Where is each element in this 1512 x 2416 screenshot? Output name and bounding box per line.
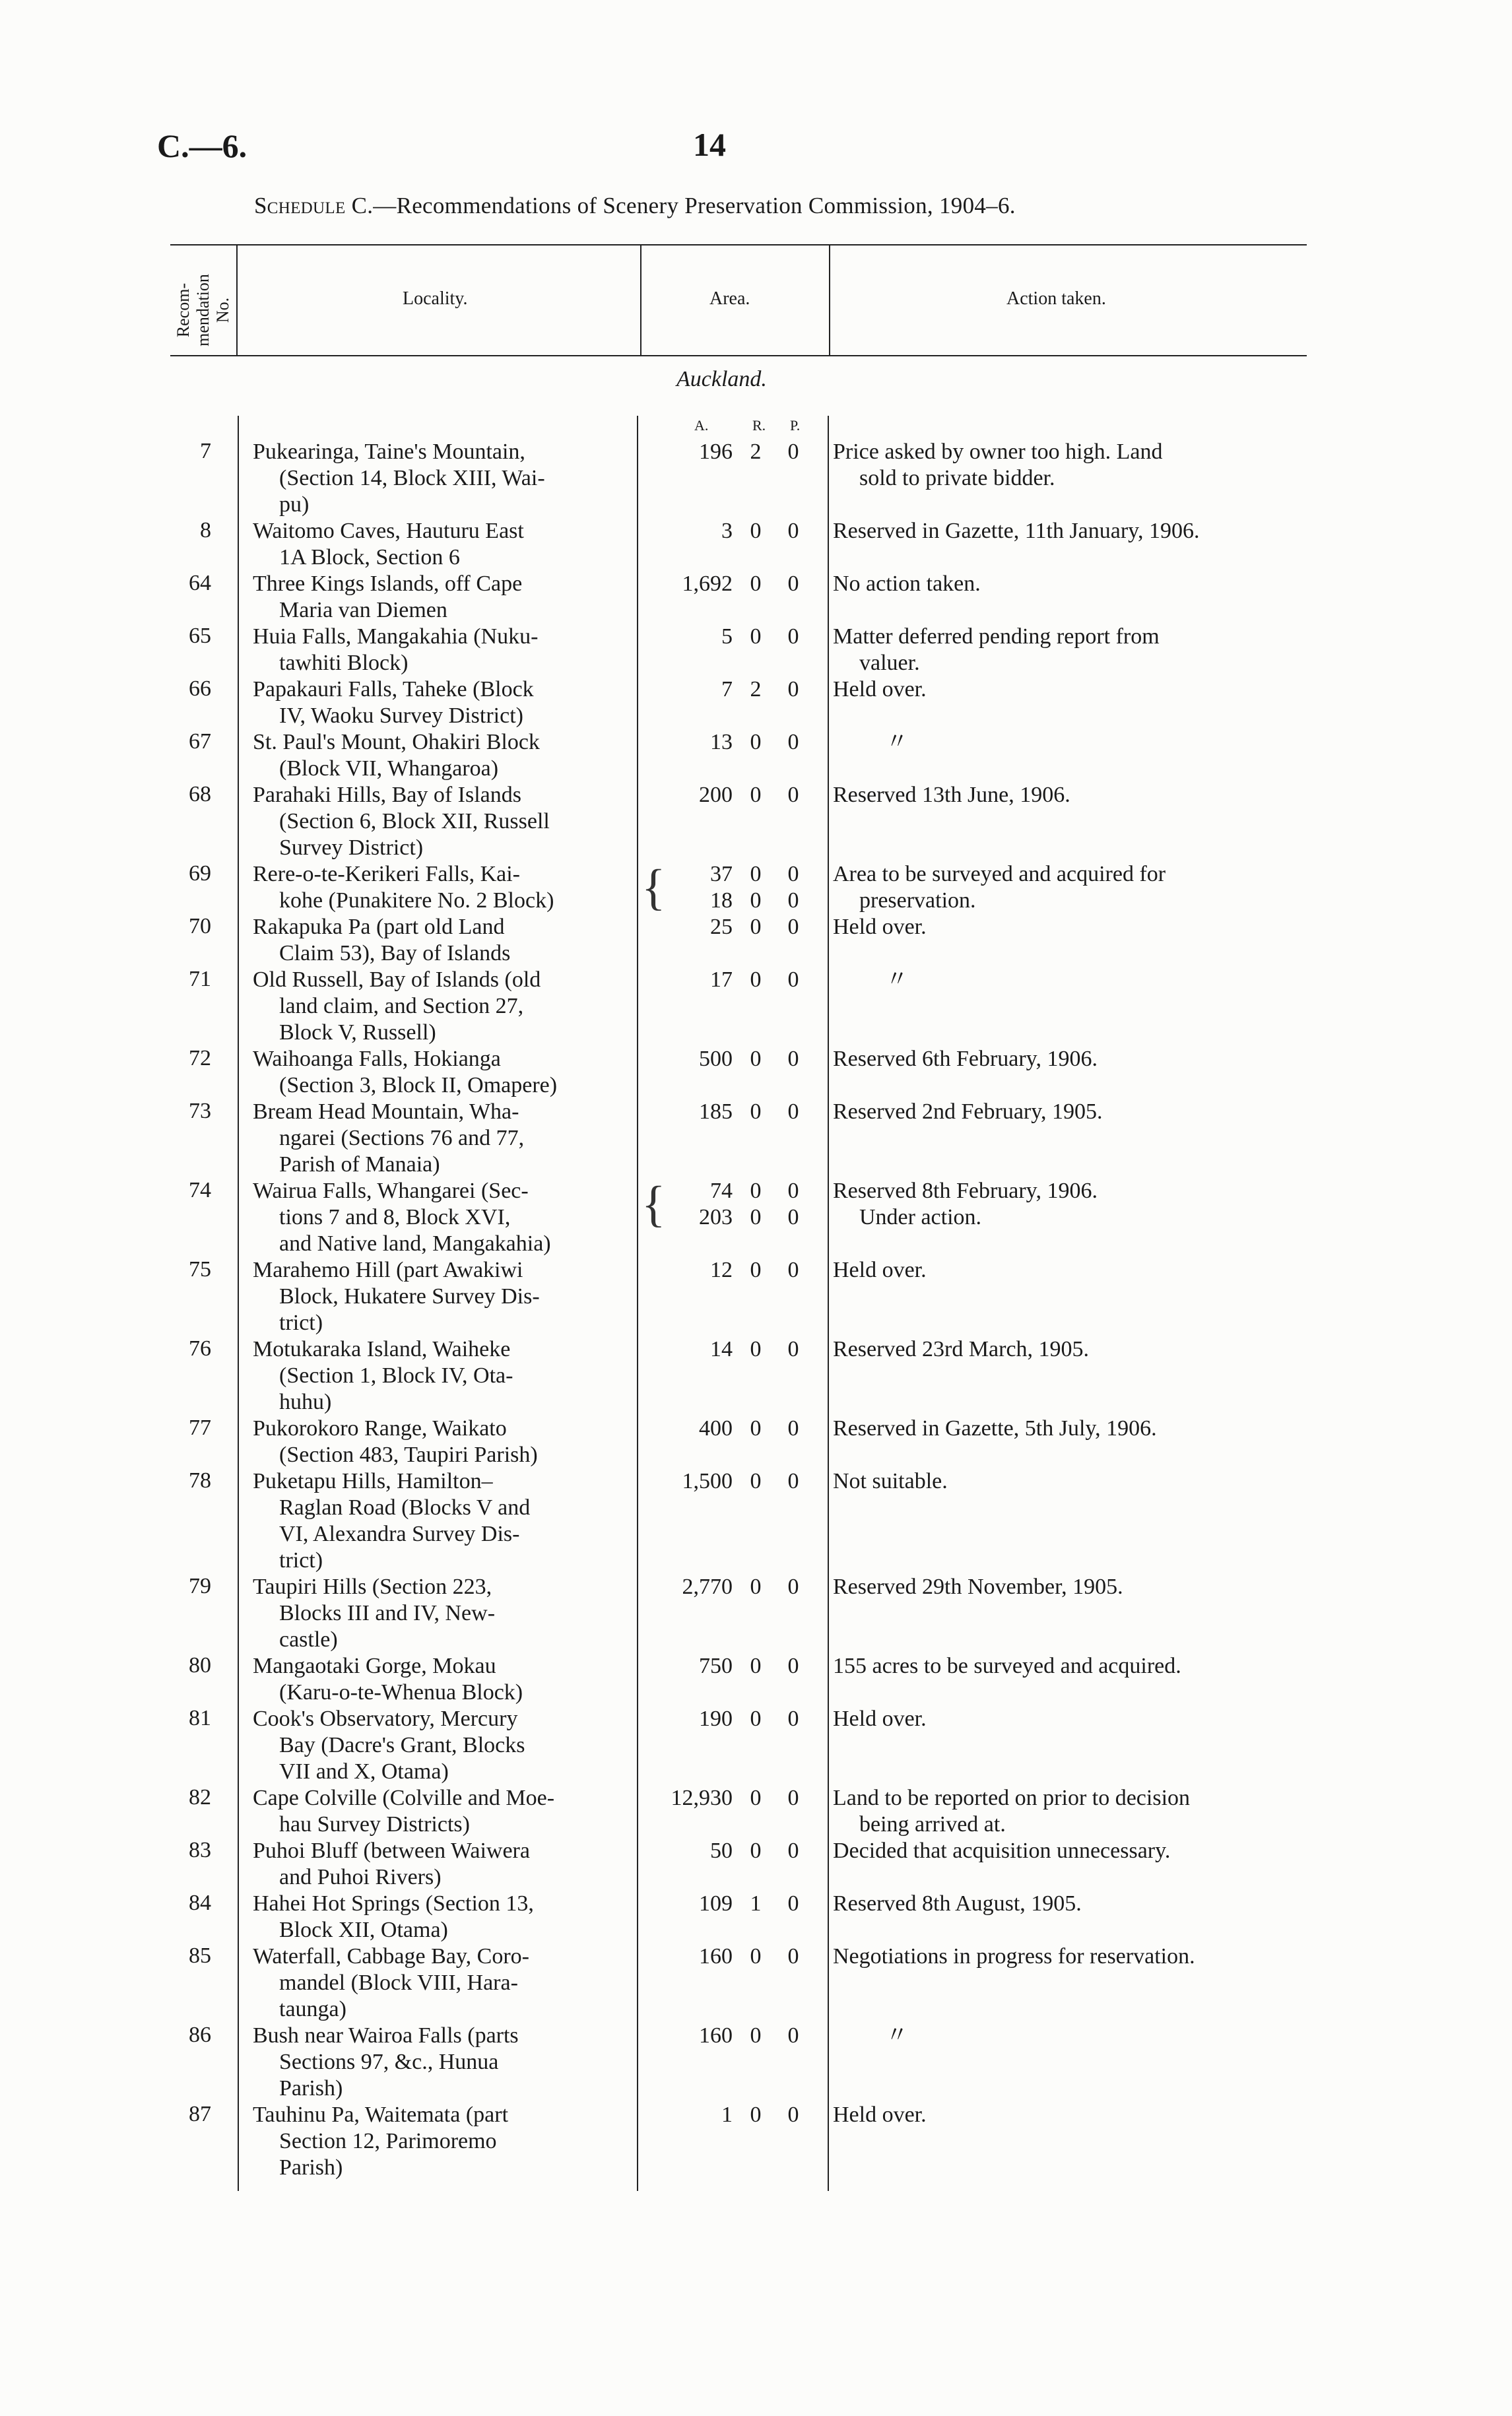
recommendation-number: 86 (189, 2023, 211, 2047)
locality-line: Papakauri Falls, Taheke (Block (253, 677, 534, 702)
area-acres: 50 (710, 1839, 733, 1863)
area-roods: 2 (750, 440, 762, 464)
locality-line: hau Survey Districts) (279, 1812, 470, 1837)
locality-line: kohe (Punakitere No. 2 Block) (279, 888, 554, 913)
area-acres: 2,770 (682, 1575, 733, 1599)
area-perches: 0 (787, 1337, 799, 1361)
locality-cell (253, 624, 629, 676)
locality-line: Waterfall, Cabbage Bay, Coro- (253, 1944, 529, 1969)
area-roods: 0 (750, 730, 762, 754)
action-cell (833, 1257, 1321, 1284)
locality-line: Cook's Observatory, Mercury (253, 1707, 518, 1731)
action-line: being arrived at. (859, 1812, 1006, 1837)
locality-line: (Block VII, Whangaroa) (279, 756, 499, 781)
action-line: Reserved in Gazette, 11th January, 1906. (833, 519, 1200, 543)
locality-line: Claim 53), Bay of Islands (279, 941, 511, 965)
locality-cell (253, 967, 629, 1046)
recommendation-number: 77 (189, 1416, 211, 1440)
action-line: Reserved 2nd February, 1905. (833, 1099, 1103, 1124)
column-header-number-text: Recom- mendation No. (174, 274, 232, 346)
area-roods: 0 (750, 1575, 762, 1599)
schedule-description: —Recommendations of Scenery Preservation Commission, 1904–6. (373, 193, 1016, 218)
area-roods: 0 (750, 1469, 762, 1493)
area-acres: 18 (710, 888, 733, 913)
area-perches: 0 (787, 440, 799, 464)
area-acres: 500 (699, 1047, 733, 1071)
recommendation-number: 67 (189, 729, 211, 754)
locality-cell (253, 2102, 629, 2181)
locality-line: tions 7 and 8, Block XVI, (279, 1205, 511, 1229)
area-perches: 0 (787, 1416, 799, 1441)
locality-line: Section 12, Parimoremo (279, 2129, 497, 2153)
area-roods: 0 (750, 1205, 762, 1229)
action-line: preservation. (859, 888, 976, 913)
action-line: Reserved 29th November, 1905. (833, 1575, 1123, 1599)
area-perches: 0 (787, 1654, 799, 1678)
locality-line: IV, Waoku Survey District) (279, 703, 523, 728)
column-header-area: Area. (709, 288, 750, 309)
action-cell (833, 1838, 1321, 1864)
locality-line: Puketapu Hills, Hamilton– (253, 1469, 493, 1493)
action-line: Reserved in Gazette, 5th July, 1906. (833, 1416, 1157, 1441)
body-divider-1 (238, 416, 239, 2191)
locality-line: Tauhinu Pa, Waitemata (part (253, 2103, 509, 2127)
area-roods: 0 (750, 888, 762, 913)
area-perches: 0 (787, 1891, 799, 1916)
action-line: Land to be reported on prior to decision (833, 1786, 1191, 1810)
action-line: No action taken. (833, 571, 981, 596)
area-roods: 0 (750, 2103, 762, 2127)
header-divider-2 (640, 245, 641, 355)
locality-line: ngarei (Sections 76 and 77, (279, 1126, 525, 1150)
recommendation-number: 73 (189, 1099, 211, 1123)
locality-line: Three Kings Islands, off Cape (253, 571, 523, 596)
locality-cell (253, 1468, 629, 1574)
action-cell (833, 1178, 1321, 1231)
action-cell (833, 676, 1321, 703)
locality-line: Parish) (279, 2076, 343, 2101)
document-reference: C.—6. (157, 127, 247, 164)
recommendation-number: 66 (189, 676, 211, 701)
action-line: 〃 (886, 730, 908, 754)
locality-line: Maria van Diemen (279, 598, 447, 622)
column-header-number (170, 257, 236, 363)
locality-line: Rakapuka Pa (part old Land (253, 915, 505, 939)
action-cell (833, 1046, 1321, 1072)
locality-cell (253, 439, 629, 518)
area-perches: 0 (787, 888, 799, 913)
area-perches: 0 (787, 1047, 799, 1071)
locality-line: Marahemo Hill (part Awakiwi (253, 1258, 523, 1282)
area-roods: 0 (750, 915, 762, 939)
area-roods: 0 (750, 1099, 762, 1124)
action-cell (833, 1785, 1321, 1838)
locality-cell (253, 1336, 629, 1416)
locality-cell (253, 1099, 629, 1178)
locality-cell (253, 1785, 629, 1838)
locality-cell (253, 914, 629, 967)
action-cell (833, 729, 1321, 756)
locality-line: St. Paul's Mount, Ohakiri Block (253, 730, 540, 754)
locality-cell (253, 782, 629, 861)
action-line: Decided that acquisition unnecessary. (833, 1839, 1171, 1863)
area-acres: 3 (721, 519, 733, 543)
area-perches: 0 (787, 2103, 799, 2127)
area-perches: 0 (787, 783, 799, 807)
action-line: Matter deferred pending report from (833, 624, 1160, 649)
action-cell (833, 861, 1321, 914)
locality-cell (253, 1653, 629, 1706)
action-cell (833, 1574, 1321, 1600)
recommendation-number: 81 (189, 1706, 211, 1730)
action-line: Held over. (833, 677, 927, 702)
area-perches: 0 (787, 915, 799, 939)
region-heading: Auckland. (676, 367, 767, 391)
recommendation-number: 7 (200, 439, 211, 463)
header-divider-3 (829, 245, 830, 355)
action-cell (833, 914, 1321, 940)
action-cell (833, 1706, 1321, 1732)
schedule-label: Schedule C. (254, 193, 374, 218)
locality-line: Old Russell, Bay of Islands (old (253, 967, 541, 992)
action-cell (833, 1653, 1321, 1680)
action-line: Under action. (859, 1205, 982, 1229)
page-number: 14 (693, 126, 726, 163)
recommendation-number: 65 (189, 624, 211, 648)
table-top-rule (170, 244, 1307, 245)
recommendation-number: 74 (189, 1178, 211, 1202)
area-acres: 185 (699, 1099, 733, 1124)
locality-line: and Native land, Mangakahia) (279, 1231, 551, 1256)
action-cell (833, 1468, 1321, 1495)
locality-line: mandel (Block VIII, Hara- (279, 1971, 518, 1995)
locality-line: Raglan Road (Blocks V and (279, 1495, 531, 1520)
unit-acres: A. (694, 417, 709, 434)
area-roods: 0 (750, 571, 762, 596)
recommendation-number: 82 (189, 1785, 211, 1810)
locality-line: (Section 6, Block XII, Russell (279, 809, 550, 833)
locality-line: Block XII, Otama) (279, 1918, 448, 1942)
unit-perches: P. (790, 417, 801, 434)
area-roods: 0 (750, 624, 762, 649)
area-perches: 0 (787, 1179, 799, 1203)
locality-cell (253, 1178, 629, 1257)
locality-line: Mangaotaki Gorge, Mokau (253, 1654, 496, 1678)
locality-line: (Section 1, Block IV, Ota- (279, 1363, 513, 1388)
area-perches: 0 (787, 1944, 799, 1969)
area-perches: 0 (787, 2023, 799, 2048)
action-cell (833, 1891, 1321, 1917)
area-acres: 13 (710, 730, 733, 754)
area-roods: 0 (750, 2023, 762, 2048)
locality-line: Cape Colville (Colville and Moe- (253, 1786, 555, 1810)
locality-line: and Puhoi Rivers) (279, 1865, 442, 1889)
locality-line: Parahaki Hills, Bay of Islands (253, 783, 521, 807)
action-line: Reserved 8th August, 1905. (833, 1891, 1082, 1916)
area-acres: 1 (721, 2103, 733, 2127)
locality-cell (253, 1706, 629, 1785)
action-cell (833, 1099, 1321, 1125)
area-roods: 0 (750, 1839, 762, 1863)
locality-line: Bush near Wairoa Falls (parts (253, 2023, 519, 2048)
area-perches: 0 (787, 730, 799, 754)
locality-line: VI, Alexandra Survey Dis- (279, 1522, 520, 1546)
schedule-title (254, 193, 1016, 219)
action-cell (833, 518, 1321, 544)
area-perches: 0 (787, 624, 799, 649)
locality-line: (Section 3, Block II, Omapere) (279, 1073, 558, 1097)
recommendation-number: 84 (189, 1891, 211, 1915)
recommendation-number: 8 (200, 518, 211, 542)
area-perches: 0 (787, 571, 799, 596)
area-perches: 0 (787, 1575, 799, 1599)
action-cell (833, 782, 1321, 808)
locality-cell (253, 1046, 629, 1099)
action-line: Held over. (833, 1258, 927, 1282)
area-acres: 1,692 (682, 571, 733, 596)
locality-line: Hahei Hot Springs (Section 13, (253, 1891, 534, 1916)
action-line: Held over. (833, 915, 927, 939)
area-acres: 160 (699, 1944, 733, 1969)
area-acres: 14 (710, 1337, 733, 1361)
locality-cell (253, 729, 629, 782)
locality-cell (253, 1257, 629, 1336)
locality-line: (Section 14, Block XIII, Wai- (279, 466, 545, 490)
area-acres: 109 (699, 1891, 733, 1916)
locality-cell (253, 1891, 629, 1943)
area-acres: 203 (699, 1205, 733, 1229)
locality-cell (253, 1574, 629, 1653)
locality-line: Motukaraka Island, Waiheke (253, 1337, 511, 1361)
locality-cell (253, 1943, 629, 2023)
area-acres: 200 (699, 783, 733, 807)
recommendation-number: 78 (189, 1468, 211, 1493)
recommendation-number: 64 (189, 571, 211, 595)
area-roods: 0 (750, 1047, 762, 1071)
area-acres: 190 (699, 1707, 733, 1731)
column-header-locality: Locality. (403, 288, 468, 309)
action-line: Price asked by owner too high. Land (833, 440, 1163, 464)
area-acres: 74 (710, 1179, 733, 1203)
locality-line: Waitomo Caves, Hauturu East (253, 519, 524, 543)
area-perches: 0 (787, 677, 799, 702)
action-line: 〃 (886, 2023, 908, 2048)
recommendation-number: 71 (189, 967, 211, 991)
area-roods: 0 (750, 1944, 762, 1969)
action-line: Reserved 6th February, 1906. (833, 1047, 1098, 1071)
area-roods: 0 (750, 967, 762, 992)
recommendation-number: 69 (189, 861, 211, 886)
locality-line: land claim, and Section 27, (279, 994, 524, 1018)
area-roods: 0 (750, 1179, 762, 1203)
action-line: Reserved 13th June, 1906. (833, 783, 1070, 807)
locality-line: pu) (279, 492, 310, 517)
action-line: 〃 (886, 967, 908, 992)
area-acres: 25 (710, 915, 733, 939)
action-cell (833, 1943, 1321, 1970)
locality-line: Survey District) (279, 835, 424, 860)
header-divider-1 (236, 245, 238, 355)
action-cell (833, 2102, 1321, 2128)
locality-line: taunga) (279, 1997, 346, 2021)
locality-line: Blocks III and IV, New- (279, 1601, 496, 1625)
locality-cell (253, 676, 629, 729)
action-cell (833, 967, 1321, 993)
area-acres: 12,930 (671, 1786, 733, 1810)
locality-line: Pukorokoro Range, Waikato (253, 1416, 507, 1441)
recommendation-number: 87 (189, 2102, 211, 2126)
action-line: Held over. (833, 2103, 927, 2127)
area-acres: 400 (699, 1416, 733, 1441)
recommendation-number: 76 (189, 1336, 211, 1361)
area-roods: 1 (750, 1891, 762, 1916)
recommendation-number: 85 (189, 1943, 211, 1968)
area-roods: 0 (750, 783, 762, 807)
action-line: Held over. (833, 1707, 927, 1731)
action-line: Reserved 8th February, 1906. (833, 1179, 1098, 1203)
action-cell (833, 571, 1321, 597)
action-line: valuer. (859, 651, 920, 675)
recommendation-number: 83 (189, 1838, 211, 1862)
action-cell (833, 1336, 1321, 1363)
action-line: Not suitable. (833, 1469, 948, 1493)
locality-line: tawhiti Block) (279, 651, 409, 675)
recommendation-number: 72 (189, 1046, 211, 1070)
locality-line: 1A Block, Section 6 (279, 545, 460, 570)
action-cell (833, 1416, 1321, 1442)
area-perches: 0 (787, 1707, 799, 1731)
area-acres: 5 (721, 624, 733, 649)
locality-cell (253, 1416, 629, 1468)
locality-line: Rere-o-te-Kerikeri Falls, Kai- (253, 862, 520, 886)
locality-line: Pukearinga, Taine's Mountain, (253, 440, 525, 464)
action-line: sold to private bidder. (859, 466, 1055, 490)
locality-line: Bay (Dacre's Grant, Blocks (279, 1733, 525, 1757)
locality-cell (253, 1838, 629, 1891)
column-header-action: Action taken. (1006, 288, 1106, 309)
area-perches: 0 (787, 1469, 799, 1493)
recommendation-number: 75 (189, 1257, 211, 1282)
locality-line: (Karu-o-te-Whenua Block) (279, 1680, 523, 1705)
area-acres: 750 (699, 1654, 733, 1678)
locality-line: Bream Head Mountain, Wha- (253, 1099, 519, 1124)
unit-roods: R. (752, 417, 766, 434)
action-cell (833, 624, 1321, 676)
locality-line: trict) (279, 1311, 323, 1335)
recommendation-number: 80 (189, 1653, 211, 1678)
area-roods: 0 (750, 519, 762, 543)
area-roods: 0 (750, 1654, 762, 1678)
locality-line: Block, Hukatere Survey Dis- (279, 1284, 540, 1309)
locality-cell (253, 518, 629, 571)
action-line: 155 acres to be surveyed and acquired. (833, 1654, 1181, 1678)
locality-line: Huia Falls, Mangakahia (Nuku- (253, 624, 539, 649)
locality-cell (253, 861, 629, 914)
area-perches: 0 (787, 1839, 799, 1863)
area-roods: 0 (750, 1337, 762, 1361)
locality-line: trict) (279, 1548, 323, 1573)
area-acres: 160 (699, 2023, 733, 2048)
area-roods: 0 (750, 1707, 762, 1731)
locality-cell (253, 2023, 629, 2102)
area-perches: 0 (787, 519, 799, 543)
locality-line: Sections 97, &c., Hunua (279, 2050, 499, 2074)
grouping-brace: { (641, 1177, 666, 1232)
locality-cell (253, 571, 629, 624)
action-cell (833, 439, 1321, 492)
recommendation-number: 70 (189, 914, 211, 938)
area-roods: 0 (750, 1786, 762, 1810)
recommendation-number: 68 (189, 782, 211, 806)
area-roods: 0 (750, 1416, 762, 1441)
action-line: Negotiations in progress for reservation. (833, 1944, 1195, 1969)
locality-line: huhu) (279, 1390, 332, 1414)
locality-line: Waihoanga Falls, Hokianga (253, 1047, 501, 1071)
locality-line: Parish) (279, 2155, 343, 2180)
area-perches: 0 (787, 862, 799, 886)
area-acres: 1,500 (682, 1469, 733, 1493)
locality-line: Block V, Russell) (279, 1020, 436, 1045)
area-roods: 0 (750, 862, 762, 886)
locality-line: castle) (279, 1627, 338, 1652)
area-acres: 7 (721, 677, 733, 702)
locality-line: Wairua Falls, Whangarei (Sec- (253, 1179, 529, 1203)
recommendation-number: 79 (189, 1574, 211, 1598)
locality-line: Parish of Manaia) (279, 1152, 440, 1177)
locality-line: Puhoi Bluff (between Waiwera (253, 1839, 530, 1863)
action-cell (833, 2023, 1321, 2049)
area-perches: 0 (787, 967, 799, 992)
area-acres: 196 (699, 440, 733, 464)
area-acres: 17 (710, 967, 733, 992)
area-perches: 0 (787, 1205, 799, 1229)
grouping-brace: { (641, 860, 666, 915)
area-acres: 37 (710, 862, 733, 886)
action-line: Area to be surveyed and acquired for (833, 862, 1166, 886)
area-roods: 2 (750, 677, 762, 702)
locality-line: (Section 483, Taupiri Parish) (279, 1443, 538, 1467)
table-header-rule (170, 355, 1307, 356)
locality-line: Taupiri Hills (Section 223, (253, 1575, 492, 1599)
area-perches: 0 (787, 1786, 799, 1810)
area-perches: 0 (787, 1258, 799, 1282)
area-acres: 12 (710, 1258, 733, 1282)
area-roods: 0 (750, 1258, 762, 1282)
action-line: Reserved 23rd March, 1905. (833, 1337, 1090, 1361)
locality-line: VII and X, Otama) (279, 1759, 449, 1784)
area-perches: 0 (787, 1099, 799, 1124)
